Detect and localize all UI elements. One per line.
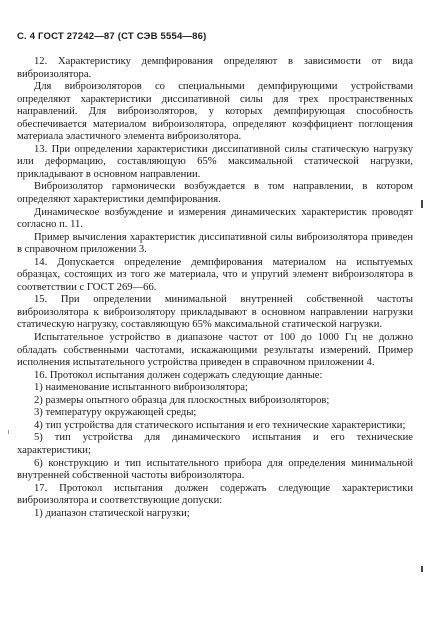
list-item-16-1: 1) наименование испытанного виброизолятора; bbox=[34, 382, 248, 394]
page-header: С. 4 ГОСТ 27242—87 (СТ СЭВ 5554—86) bbox=[17, 31, 207, 42]
list-item-17-1: 1) диапазон статической нагрузки; bbox=[34, 507, 190, 519]
scan-margin-mark bbox=[421, 566, 423, 572]
paragraph-12: 12. Характеристику демпфирования определяют в зависимости от вида виброизолятора. bbox=[17, 56, 413, 80]
paragraph-test-device: Испытательное устройство в диапазоне частот от 100 до 1000 Гц не должно обладать собственными частотами, искажающими результаты измерений. Пример исполнения испытательного устройства приведен в справочном приложении 4. bbox=[17, 332, 413, 369]
paragraph-dynamic-excitation: Динамическое возбуждение и измерения динамических характеристик проводят согласно п. 11. bbox=[17, 206, 413, 231]
paragraph-17: 17. Протокол испытания должен содержать следующие характеристики виброизолятора и соответствующие допуски: bbox=[17, 482, 413, 507]
list-item-16-4: 4) тип устройства для статического испытания и его технические характеристики; bbox=[34, 419, 406, 431]
list-item-16-2: 2) размеры опытного образца для плоскостных виброизоляторов; bbox=[34, 394, 330, 406]
scan-margin-mark bbox=[8, 430, 9, 434]
paragraph-damping-devices: Для виброизоляторов со специальными демпфирующими устройствами определяют характеристики диссипативной силы для трех пространственных направлений. Для виброизоляторов, у которых демпфирующая способность обеспечивается материалом виброизолятора, определяют коэффициент поглощения материала эластичного элемента виброизолятора. bbox=[17, 81, 413, 143]
list-item-16-6: 6) конструкцию и тип испытательного прибора для определения минимальной внутренней собственной частоты виброизолятора. bbox=[17, 457, 413, 482]
paragraph-harmonic-excitation: Виброизолятор гармонически возбуждается в том направлении, в котором определяют характеристики демпфирования. bbox=[17, 181, 413, 206]
paragraph-16: 16. Протокол испытания должен содержать следующие данные: bbox=[34, 369, 323, 381]
document-body bbox=[17, 56, 413, 520]
paragraph-14: 14. Допускается определение демпфирования материалом на испытуемых образцах, состоящих из того же материала, что и упругий элемент виброизолятора в соответствии с ГОСТ 269—66. bbox=[17, 256, 413, 293]
scan-margin-mark bbox=[421, 200, 423, 208]
paragraph-15: 15. При определении минимальной внутренней собственной частоты виброизолятора к виброизолятору прикладывают в основном направлении нагрузки статическую нагрузку, составляющую 65% максимальной статической нагрузки. bbox=[17, 294, 413, 331]
paragraph-13: 13. При определении характеристики диссипативной силы статическую нагрузку или деформацию, составляющую 65% максимальной статической нагрузки, прикладывают в основном направлении. bbox=[17, 143, 413, 180]
list-item-16-3: 3) температуру окружающей среды; bbox=[34, 407, 197, 419]
paragraph-calculation-example: Пример вычисления характеристик диссипативной силы виброизолятора приведен в справочном приложении 3. bbox=[17, 231, 413, 256]
list-item-16-5: 5) тип устройства для динамического испытания и его технические характеристики; bbox=[17, 432, 413, 456]
